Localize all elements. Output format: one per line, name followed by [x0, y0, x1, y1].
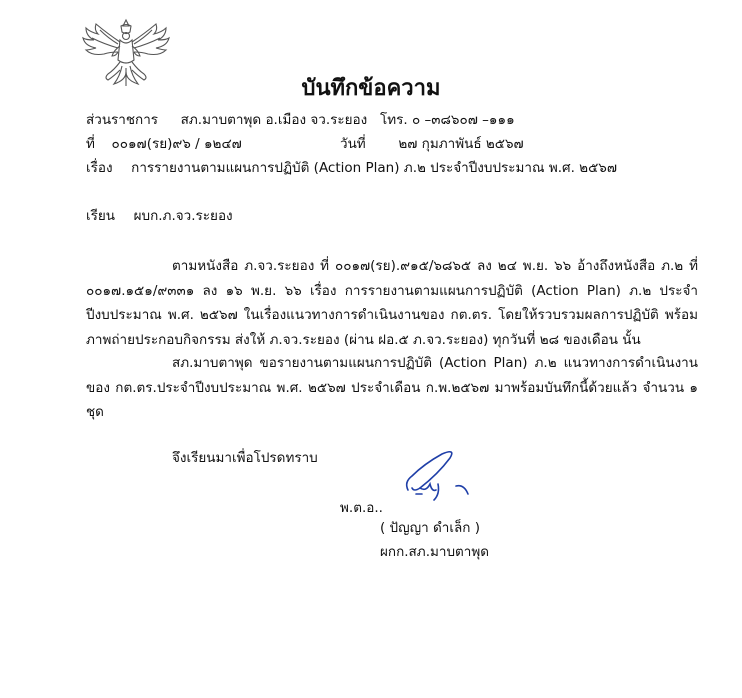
recipient-label: เรียน: [86, 208, 116, 224]
body-paragraph-2: [86, 351, 698, 425]
signer-name: ( ปัญญา ดำเล็ก ): [380, 520, 480, 536]
body-paragraph-1-text: ตามหนังสือ ภ.จว.ระยอง ที่ ๐๐๑๗(รย).๙๑๕/๖๘๖๕ ลง ๒๔ พ.ย. ๖๖ อ้างถึงหนังสือ ภ.๒ ที่ ๐๐๑๗.๑๕๑/๙๓๓๑ ลง ๑๖ พ.ย. ๖๖ เรื่อง การรายงานตามแผนการปฏิบัติ (Action Plan) ภ.๒ ประจำปีงบประมาณ พ.ศ. ๒๕๖๗ ในเรื่องแนวทางการดำเนินงานของ กต.ตร. โดยให้รวบรวมผลการปฏิบัติ พร้อมภาพถ่ายประกอบกิจกรรม ส่งให้ ภ.จว.ระยอง (ผ่าน ฝอ.๕ ภ.จว.ระยอง) ทุกวันที่ ๒๘ ของเดือน นั้น: [86, 258, 698, 348]
phone-label: โทร.: [380, 112, 408, 128]
date-label: วันที่: [340, 136, 366, 152]
memo-title: บันทึกข้อความ: [301, 76, 441, 101]
phone-value: ๐ –๓๘๖๐๗ –๑๑๑: [412, 112, 515, 128]
subject-label: เรื่อง: [86, 160, 113, 176]
agency-label: ส่วนราชการ: [86, 112, 159, 128]
body-paragraph-1: [86, 254, 698, 352]
subject-value: การรายงานตามแผนการปฏิบัติ (Action Plan) ภ.๒ ประจำปีงบประมาณ พ.ศ. ๒๕๖๗: [131, 160, 618, 176]
ref-line: [86, 134, 242, 154]
date-line: [340, 134, 524, 154]
signer-rank: พ.ต.อ..: [340, 500, 383, 516]
signature-icon: [398, 448, 478, 508]
subject-line: [86, 158, 617, 178]
ref-value: ๐๐๑๗(รย)๙๖ / ๑๒๔๗: [111, 136, 242, 152]
phone-line: [380, 110, 515, 130]
agency-line: [86, 110, 367, 130]
closing-line: จึงเรียนมาเพื่อโปรดทราบ: [172, 450, 318, 466]
recipient-line: [86, 206, 233, 226]
date-value: ๒๗ กุมภาพันธ์ ๒๕๖๗: [398, 136, 524, 152]
ref-label: ที่: [86, 136, 95, 152]
recipient-value: ผบก.ภ.จว.ระยอง: [133, 208, 233, 224]
signer-position: ผกก.สภ.มาบตาพุด: [380, 544, 490, 560]
agency-value: สภ.มาบตาพุด อ.เมือง จว.ระยอง: [180, 112, 368, 128]
body-paragraph-2-text: สภ.มาบตาพุด ขอรายงานตามแผนการปฏิบัติ (Action Plan) ภ.๒ แนวทางการดำเนินงานของ กต.ตร.ประจำปีงบประมาณ พ.ศ. ๒๕๖๗ ประจำเดือน ก.พ.๒๕๖๗ มาพร้อมบันทึกนี้ด้วยแล้ว จำนวน ๑ ชุด: [86, 355, 698, 420]
